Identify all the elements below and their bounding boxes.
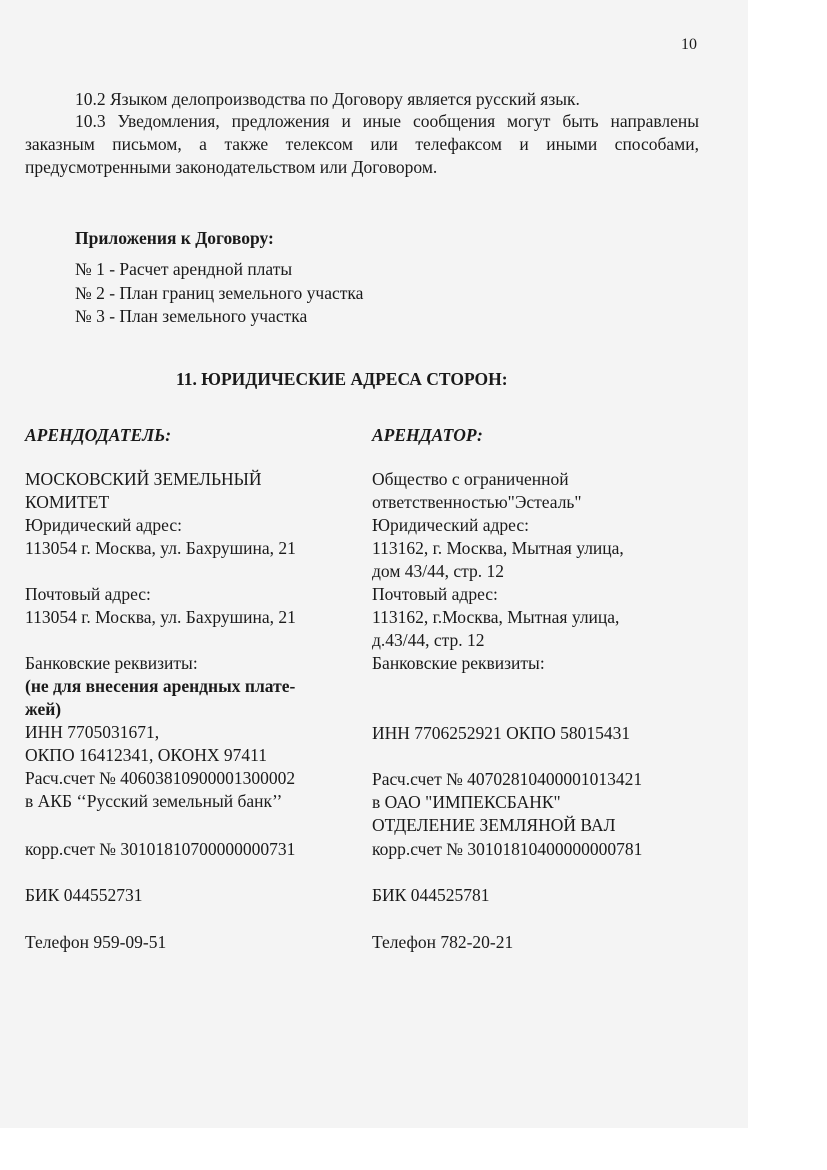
landlord-postal-address: 113054 г. Москва, ул. Бахрушина, 21 <box>25 607 296 627</box>
tenant-bank-label: Банковские реквизиты: <box>372 653 545 673</box>
tenant-phone: Телефон 782-20-21 <box>372 932 514 952</box>
page-number: 10 <box>681 36 697 53</box>
landlord-legal-label: Юридический адрес: <box>25 515 183 535</box>
tenant-account: Расч.счет № 40702810400001013421 <box>372 769 643 789</box>
landlord-bank-label: Банковские реквизиты: <box>25 653 198 673</box>
landlord-postal-label: Почтовый адрес: <box>25 584 151 604</box>
section-title: 11. ЮРИДИЧЕСКИЕ АДРЕСА СТОРОН: <box>176 369 508 389</box>
tenant-postal-address: 113162, г.Москва, Мытная улица, <box>372 607 620 627</box>
landlord-bank: в АКБ ‘‘Русский земельный банк’’ <box>25 791 283 811</box>
tenant-bank-block <box>372 768 642 837</box>
tenant-corr: корр.счет № 30101810400000000781 <box>372 839 643 859</box>
appendix-item: № 3 - План земельного участка <box>75 306 308 326</box>
tenant-branch: ОТДЕЛЕНИЕ ЗЕМЛЯНОЙ ВАЛ <box>372 815 616 835</box>
landlord-note: (не для внесения арендных плате- <box>25 676 296 696</box>
tenant-inn-okpo: ИНН 7706252921 ОКПО 58015431 <box>372 723 631 743</box>
appendix-item: № 2 - План границ земельного участка <box>75 282 364 303</box>
landlord-corr: корр.счет № 30101810700000000731 <box>25 839 296 859</box>
landlord-name: КОМИТЕТ <box>25 492 110 512</box>
tenant-name: ответственностью"Эстеаль" <box>372 492 582 512</box>
landlord-note: жей) <box>25 699 62 719</box>
appendices-title: Приложения к Договору: <box>75 228 274 248</box>
landlord-details <box>25 468 355 813</box>
paragraph-10-2: 10.2 Языком делопроизводства по Договору является русский язык. <box>75 89 580 109</box>
landlord-legal-address: 113054 г. Москва, ул. Бахрушина, 21 <box>25 538 296 558</box>
appendix-item: № 1 - Расчет арендной платы <box>75 259 293 279</box>
tenant-bank: в ОАО "ИМПЕКСБАНК" <box>372 792 561 812</box>
tenant-postal-label: Почтовый адрес: <box>372 584 498 604</box>
appendices-list <box>75 258 363 329</box>
tenant-legal-address: 113162, г. Москва, Мытная улица, <box>372 538 624 558</box>
landlord-account: Расч.счет № 40603810900001300002 <box>25 768 296 788</box>
landlord-okpo: ОКПО 16412341, ОКОНХ 97411 <box>25 745 267 765</box>
tenant-bik: БИК 044525781 <box>372 885 490 905</box>
landlord-name: МОСКОВСКИЙ ЗЕМЕЛЬНЫЙ <box>25 469 262 489</box>
landlord-role: АРЕНДОДАТЕЛЬ: <box>25 425 172 445</box>
tenant-legal-address: дом 43/44, стр. 12 <box>372 561 505 581</box>
landlord-phone: Телефон 959-09-51 <box>25 932 167 952</box>
landlord-bik: БИК 044552731 <box>25 885 143 905</box>
tenant-details <box>372 468 712 675</box>
paragraph-10-3: 10.3 Уведомления, предложения и иные сообщения могут быть направлены заказным письмом, а также телексом или телефаксом и иными способами, предусмотренными законодательством или Договором. <box>25 111 699 177</box>
tenant-postal-address: д.43/44, стр. 12 <box>372 630 485 650</box>
landlord-inn: ИНН 7705031671, <box>25 722 160 742</box>
tenant-name: Общество с ограниченной <box>372 469 569 489</box>
tenant-legal-label: Юридический адрес: <box>372 515 530 535</box>
tenant-role: АРЕНДАТОР: <box>372 425 483 445</box>
